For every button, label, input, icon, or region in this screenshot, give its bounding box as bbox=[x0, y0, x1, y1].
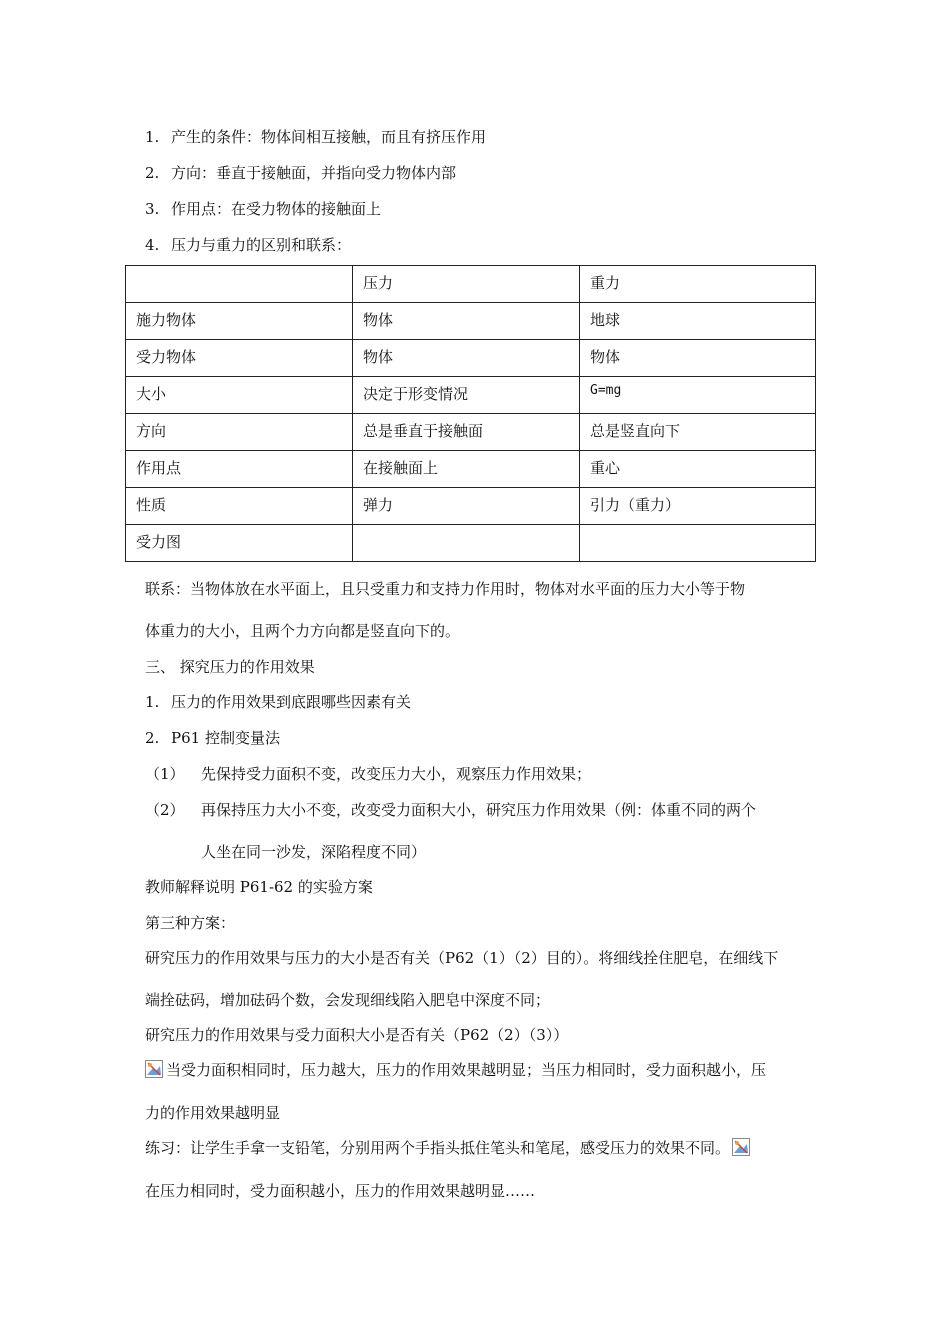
teacher-note: 教师解释说明 P61-62 的实验方案 bbox=[145, 878, 373, 896]
table-header-cell: 重力 bbox=[580, 266, 816, 303]
table-cell: 方向 bbox=[126, 414, 353, 451]
table-header-cell: 压力 bbox=[353, 266, 580, 303]
plan-paragraph: 研究压力的作用效果与压力的大小是否有关（P62（1）（2）目的）。将细线拴住肥皂，在细线下 bbox=[145, 949, 779, 967]
table-cell: 大小 bbox=[126, 377, 353, 414]
list-item: 4. 压力与重力的区别和联系： bbox=[145, 236, 352, 254]
table-cell bbox=[353, 525, 580, 562]
table-row bbox=[126, 451, 816, 488]
comparison-table bbox=[125, 265, 816, 562]
list-item: 3. 作用点：在受力物体的接触面上 bbox=[145, 200, 382, 218]
table-cell: 在接触面上 bbox=[353, 451, 580, 488]
table-row bbox=[126, 414, 816, 451]
plan-title: 第三种方案： bbox=[145, 914, 236, 932]
relation-line: 体重力的大小，且两个力方向都是竖直向下的。 bbox=[145, 622, 461, 640]
table-row bbox=[126, 303, 816, 340]
table-cell: 物体 bbox=[353, 303, 580, 340]
table-cell: 决定于形变情况 bbox=[353, 377, 580, 414]
plan-paragraph: 研究压力的作用效果与受力面积大小是否有关（P62（2）（3）） bbox=[145, 1026, 569, 1044]
table-cell bbox=[580, 525, 816, 562]
table-cell: 物体 bbox=[353, 340, 580, 377]
broken-image-icon bbox=[732, 1138, 750, 1156]
table-cell: 总是垂直于接触面 bbox=[353, 414, 580, 451]
plan-paragraph: 端拴砝码，增加砝码个数，会发现细线陷入肥皂中深度不同； bbox=[145, 991, 551, 1009]
table-header-cell bbox=[126, 266, 353, 303]
table-row bbox=[126, 525, 816, 562]
plan-paragraph: 力的作用效果越明显 bbox=[145, 1104, 281, 1122]
list-item: 1. 压力的作用效果到底跟哪些因素有关 bbox=[145, 693, 412, 711]
table-cell: G=mg bbox=[580, 377, 816, 414]
table-cell: 弹力 bbox=[353, 488, 580, 525]
list-item: 1. 产生的条件：物体间相互接触，而且有挤压作用 bbox=[145, 128, 487, 146]
table-row bbox=[126, 488, 816, 525]
table-cell: 作用点 bbox=[126, 451, 353, 488]
list-item: 2. 方向：垂直于接触面，并指向受力物体内部 bbox=[145, 164, 457, 182]
plan-paragraph: 当受力面积相同时，压力越大，压力的作用效果越明显；当压力相同时，受力面积越小，压 bbox=[145, 1060, 766, 1080]
exercise-line: 在压力相同时，受力面积越小，压力的作用效果越明显…… bbox=[145, 1182, 536, 1200]
table-cell: 性质 bbox=[126, 488, 353, 525]
table-header-row bbox=[126, 266, 816, 303]
sub-item: （2） 再保持压力大小不变，改变受力面积大小，研究压力作用效果（例：体重不同的两个 bbox=[145, 801, 757, 819]
table-row bbox=[126, 340, 816, 377]
broken-image-icon bbox=[145, 1060, 163, 1078]
table-cell: 地球 bbox=[580, 303, 816, 340]
sub-item: （1） 先保持受力面积不变，改变压力大小，观察压力作用效果； bbox=[145, 765, 592, 783]
table-cell: 总是竖直向下 bbox=[580, 414, 816, 451]
table-cell: 受力物体 bbox=[126, 340, 353, 377]
table-cell: 物体 bbox=[580, 340, 816, 377]
table-cell: 引力（重力） bbox=[580, 488, 816, 525]
table-row bbox=[126, 377, 816, 414]
section-heading: 三、 探究压力的作用效果 bbox=[145, 658, 315, 676]
table-cell: 受力图 bbox=[126, 525, 353, 562]
relation-line: 联系：当物体放在水平面上，且只受重力和支持力作用时，物体对水平面的压力大小等于物 bbox=[145, 580, 746, 598]
list-item: 2. P61 控制变量法 bbox=[145, 729, 280, 747]
table-cell: 施力物体 bbox=[126, 303, 353, 340]
sub-item-continuation: 人坐在同一沙发，深陷程度不同） bbox=[201, 843, 427, 861]
table-cell: 重心 bbox=[580, 451, 816, 488]
exercise-line: 练习：让学生手拿一支铅笔，分别用两个手指头抵住笔头和笔尾，感受压力的效果不同。 bbox=[145, 1138, 753, 1158]
